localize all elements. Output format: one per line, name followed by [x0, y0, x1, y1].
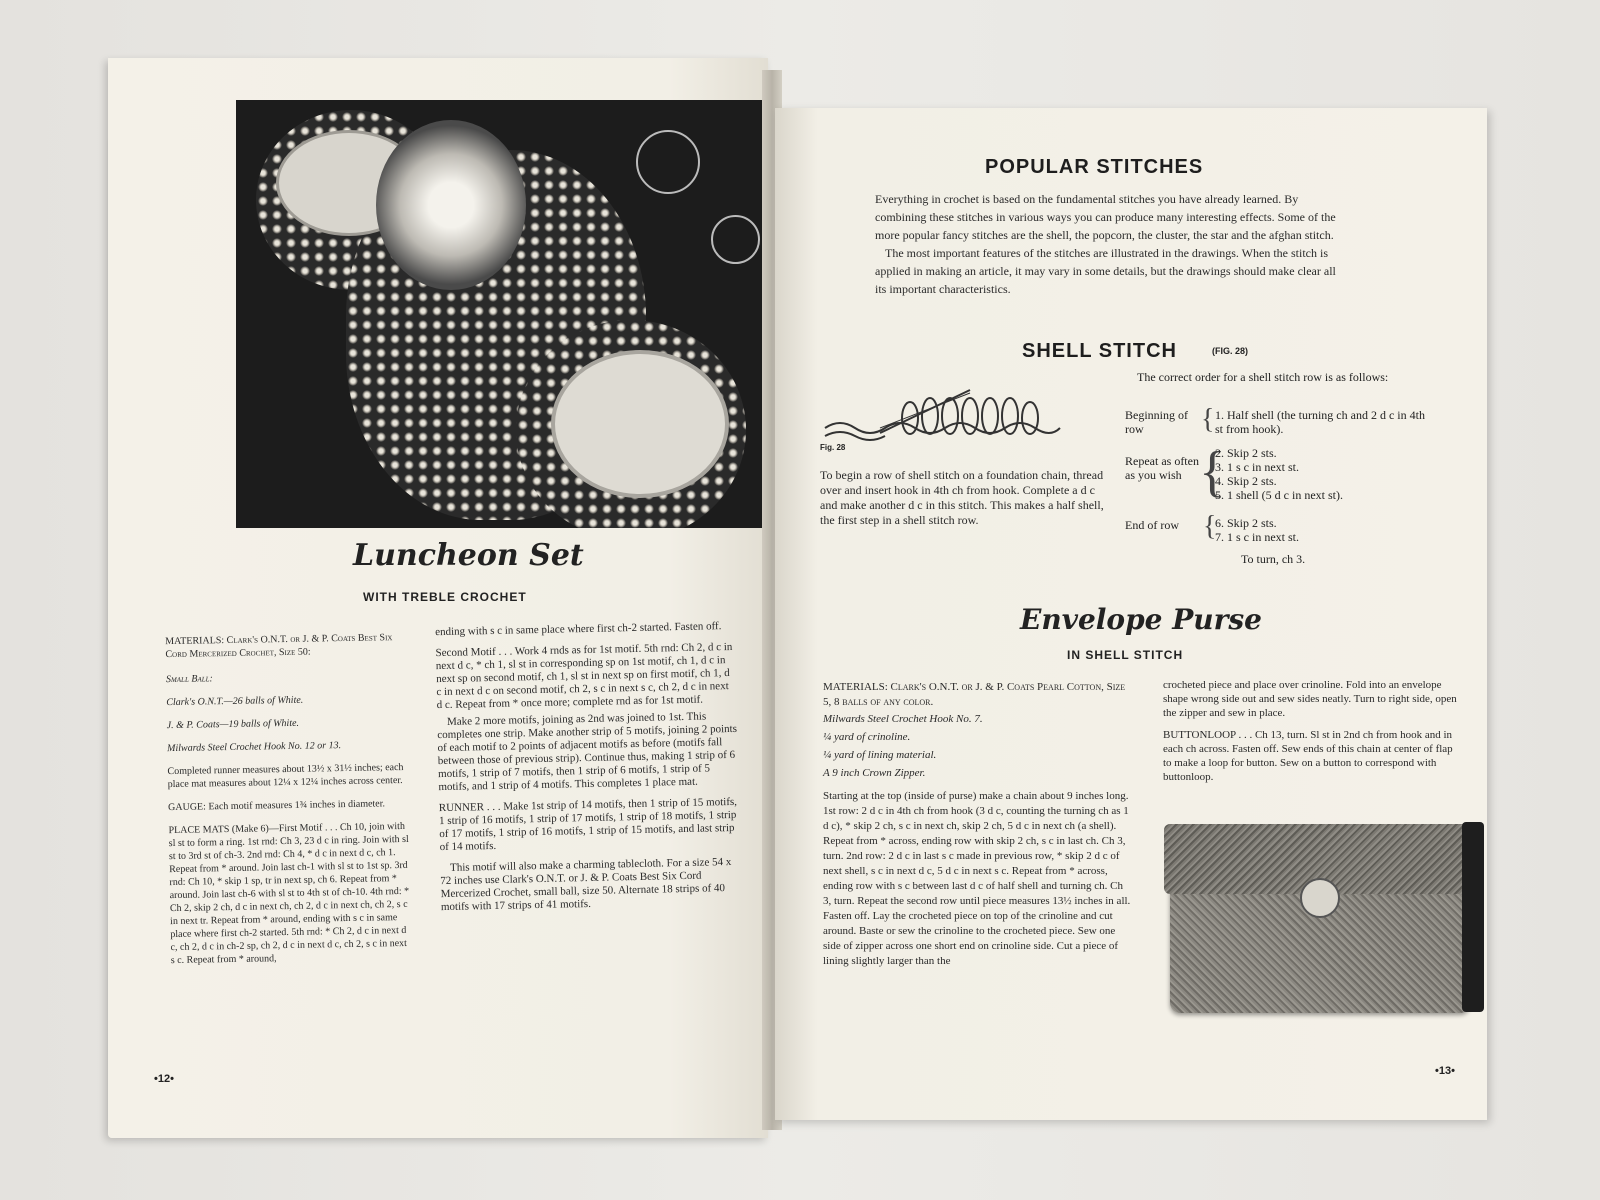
purse-crinoline: ¼ yard of crinoline. [823, 731, 911, 743]
shell-stitch-drawing [820, 388, 1070, 458]
fig-28-label: Fig. 28 [820, 443, 846, 452]
luncheon-set-title: Luncheon Set [353, 538, 584, 573]
continued-text: ending with s c in same place where first ch-2 started. Fasten off. [435, 620, 722, 639]
buttonloop-text: BUTTONLOOP . . . Ch 13, turn. Sl st in 2nd ch from hook and in each ch across. Fasten off. Sew ends of this chain at center of flap to make a loop for button. Sew on a button to correspond with buttonloop. [1163, 729, 1453, 783]
brace-3: { [1203, 511, 1217, 542]
end-steps [1215, 516, 1425, 544]
step-4: 4. Skip 2 sts. [1215, 474, 1277, 488]
glass-image-2 [711, 215, 760, 264]
page-number-right: •13• [1435, 1065, 1455, 1077]
fig-reference: (FIG. 28) [1212, 346, 1249, 356]
page-number-left: •12• [154, 1073, 174, 1085]
gauge-text: GAUGE: Each motif measures 1¾ inches in diameter. [168, 798, 386, 814]
shell-description: To begin a row of shell stitch on a foundation chain, thread over and insert hook in 4th ch from hook. Complete a d c and make another d c in this stitch. This makes a half shell, the first step in a shell stitch row. [820, 468, 1104, 527]
purse-column-2 [1163, 678, 1463, 784]
measures-text: Completed runner measures about 13½ x 31½ inches; each place mat measures about 12¼ x 12¼ inches across center. [167, 761, 404, 791]
plate-image-2 [551, 350, 729, 498]
coats-text: J. & P. Coats—19 balls of White. [166, 717, 300, 732]
flower-bowl-image [376, 120, 526, 290]
beginning-label: Beginning of row [1125, 408, 1188, 436]
brace-1: { [1201, 404, 1215, 435]
purse-edge [1462, 822, 1484, 1012]
step-6: 6. Skip 2 sts. [1215, 516, 1277, 530]
purse-button [1300, 878, 1340, 918]
luncheon-set-photo [236, 100, 768, 528]
shell-stitch-title: SHELL STITCH [1022, 340, 1177, 362]
left-column-1 [165, 631, 411, 967]
materials-text: MATERIALS: Clark's O.N.T. or J. & P. Coats Best Six Cord Mercerized Crochet, Size 50: [165, 632, 393, 661]
step-7: 7. 1 s c in next st. [1215, 530, 1299, 544]
envelope-purse-photo [1170, 828, 1470, 1013]
left-column-2 [435, 620, 741, 914]
purse-lining: ¼ yard of lining material. [823, 749, 937, 761]
runner-text: RUNNER . . . Make 1st strip of 14 motifs, then 1 strip of 15 motifs, 1 strip of 16 motifs, 1 strip of 17 motifs, 1 strip of 18 motifs, 1 strip of 17 motifs, 1 strip of 16 motifs, 1 strip of 15 motifs, and last strip of 14 motifs. [438, 795, 738, 854]
purse-column-1 [823, 680, 1133, 969]
purse-materials: MATERIALS: Clark's O.N.T. or J. & P. Coats Pearl Cotton, Size 5, 8 balls of any color. [823, 681, 1126, 708]
hook-text: Milwards Steel Crochet Hook No. 12 or 13. [167, 740, 342, 755]
intro-text [875, 190, 1345, 298]
clarks-text: Clark's O.N.T.—26 balls of White. [166, 694, 304, 709]
envelope-purse-subtitle: IN SHELL STITCH [1067, 648, 1184, 662]
step-2: 2. Skip 2 sts. [1215, 446, 1277, 460]
purse-continued: crocheted piece and place over crinoline. Fold into an envelope shape wrong side out and sew sides neatly. Turn to right side, open the zipper and sew in place. [1163, 679, 1457, 719]
envelope-purse-title: Envelope Purse [1020, 603, 1262, 636]
luncheon-set-subtitle: WITH TREBLE CROCHET [363, 590, 527, 604]
repeat-label: Repeat as often as you wish [1125, 454, 1199, 482]
left-page [108, 58, 768, 1138]
step-3: 3. 1 s c in next st. [1215, 460, 1299, 474]
tablecloth-text: This motif will also make a charming tablecloth. For a size 54 x 72 inches use Clark's O.N.T. or J. & P. Coats Best Six Cord Mercerized Crochet, small ball, size 50. Alternate 18 strips of 40 motifs with 17 strips of 41 motifs. [440, 856, 732, 914]
popular-stitches-title: POPULAR STITCHES [985, 156, 1204, 178]
purse-zipper: A 9 inch Crown Zipper. [823, 767, 926, 779]
second-motif-text: Second Motif . . . Work 4 rnds as for 1st motif. 5th rnd: Ch 2, d c in next d c, * ch 1, sl st in corresponding sp on 1st motif, ch 1, d c in next sp on second motif, ch 1, sl st in next sp on first motif, ch 1, d c in next d c on second motif, ch 2, s c in next s c, ch 2, d c in next d c. Repeat from * once more; complete rnd as for 1st motif. [435, 640, 733, 712]
small-ball-text: Small Ball: [165, 673, 213, 686]
intro-paragraph-1: Everything in crochet is based on the fundamental stitches you have already learned. By combining these stitches in various ways you can produce many interesting effects. Some of the more popular fancy stitches are the shell, the popcorn, the cluster, the star and the afghan stitch. [875, 192, 1336, 242]
purse-hook: Milwards Steel Crochet Hook No. 7. [823, 713, 983, 725]
place-mats-text: PLACE MATS (Make 6)—First Motif . . . Ch 10, join with sl st to form a ring. 1st rnd: Ch 3, 23 d c in ring. Join with sl st to 3rd st of ch-3. 2nd rnd: Ch 4, * d c in next d c, ch 1. Repeat from * around. Join last ch-1 with sl st to 1st sp. 3rd rnd: Ch 10, * skip 1 sp, tr in next sp, ch 6. Repeat from * around. Join last ch-6 with sl st to 4th st of ch-10. 4th rnd: * Ch 2, skip 2 ch, d c in next ch, ch 2, d c in next ch, ch 2, s c in next tr. Repeat from * around, ending with s c in same place where first ch-2 started. 5th rnd: * Ch 2, d c in next d c, ch 2, d c in ch-2 sp, ch 2, d c in next d c, ch 2, s c in next s c. Repeat from * around, [168, 820, 410, 967]
glass-image [636, 130, 700, 194]
make-more-text: Make 2 more motifs, joining as 2nd was joined to 1st. This completes one strip. Make another strip of 5 motifs, joining 2 points of each motif to 2 points of adjacent motifs as before (motifs fall between those of previous strip). Continue thus, making 1 strip of 6 motifs, 1 strip of 7 motifs, then 1 strip of 6 motifs, 1 strip of 5 motifs, and 1 strip of 4 motifs. This completes 1 place mat. [437, 710, 738, 794]
turn-text: To turn, ch 3. [1241, 552, 1306, 566]
purse-instructions: Starting at the top (inside of purse) make a chain about 9 inches long. 1st row: 2 d c in 4th ch from hook (3 d c, counting the turning ch as 1 d c), * skip 2 ch, s c in next ch, skip 2 ch, 5 d c in next ch (a shell). Repeat from * across, ending row with skip 2 ch, s c in last ch. Ch 3, turn. 2nd row: 2 d c in last s c made in previous row, * skip 2 d c of next shell, s c in next d c, 5 d c in next s c. Repeat from * across, ending row with s c between last d c of half shell and turning ch. Ch 3, turn. Repeat the second row until piece measures 13½ inches in all. Fasten off. Lay the crocheted piece on top of the crinoline and cut around. Baste or sew the crinoline to the crocheted piece. Sew one side of zipper across one short end on crinoline side. Cut a piece of lining slightly larger than the [823, 790, 1131, 967]
brace-2: { [1199, 441, 1226, 503]
end-label: End of row [1125, 518, 1179, 532]
right-page [775, 108, 1487, 1120]
repeat-steps [1215, 446, 1425, 502]
intro-paragraph-2: The most important features of the stitches are illustrated in the drawings. When the stitch is applied in making an article, it may vary in some details, but the drawings should make clear all its important characteristics. [875, 246, 1336, 296]
order-intro: The correct order for a shell stitch row is as follows: [1137, 370, 1389, 384]
step-5: 5. 1 shell (5 d c in next st). [1215, 488, 1343, 502]
step-1: 1. Half shell (the turning ch and 2 d c in 4th st from hook). [1215, 408, 1425, 436]
